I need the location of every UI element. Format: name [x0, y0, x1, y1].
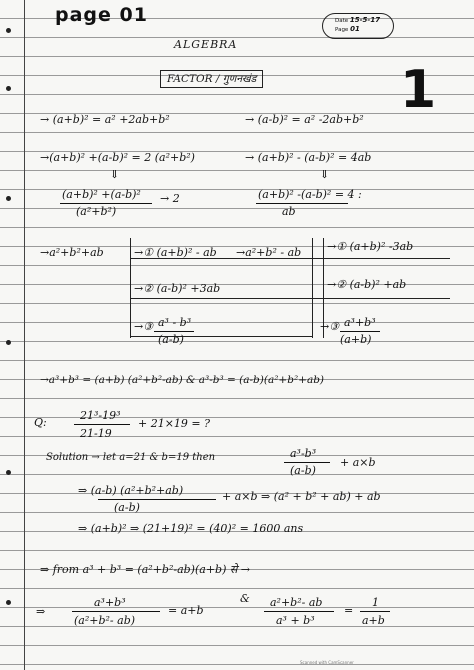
fraction-bar — [360, 611, 390, 612]
fraction-bar — [340, 331, 380, 332]
table-mid-label: →a²+b² - ab — [236, 246, 302, 259]
table-row-1: →① (a+b)² - ab — [134, 246, 217, 259]
question-numerator: 21³-19³ — [80, 409, 121, 422]
table-divider — [130, 238, 131, 338]
question-tail: + 21×19 = ? — [138, 417, 211, 430]
fraction-1-denominator: (a²+b²- ab) — [74, 614, 136, 627]
date-label: Date — [335, 18, 349, 24]
page-title: ALGEBRA — [174, 38, 238, 51]
identity-sum-of-squares: →(a+b)² +(a-b)² = 2 (a²+b²) — [40, 151, 195, 164]
table-right-row-3-numerator: a³+b³ — [344, 316, 376, 329]
question-denominator: 21-19 — [80, 427, 112, 440]
fraction-1-result: = a+b — [168, 604, 204, 617]
solution-line-1-tail: + a×b — [340, 456, 376, 469]
table-right-row-2: →② (a-b)² +ab — [327, 278, 407, 291]
ratio-left-result: → 2 — [160, 192, 180, 205]
ratio-right-numerator: (a+b)² -(a-b)² = 4 : — [258, 188, 362, 201]
table-row-3-numerator: a³ - b³ — [158, 316, 192, 329]
ratio-left-numerator: (a+b)² +(a-b)² — [62, 188, 141, 201]
table-rule — [130, 298, 450, 299]
page-value: 01 — [350, 25, 360, 33]
ratio-right-denominator: ab — [282, 205, 296, 218]
date-value: 15-5-17 — [349, 16, 381, 24]
fraction-2-numerator: a²+b²- ab — [270, 596, 323, 609]
identity-square-sum: → (a+b)² = a² +2ab+b² — [40, 113, 170, 126]
fraction-3-denominator: a+b — [362, 614, 385, 627]
solution-line-2-numerator: ⇒ (a-b) (a²+b²+ab) — [78, 484, 184, 497]
table-right-row-3-denominator: (a+b) — [340, 333, 372, 346]
cube-identities: →a³+b³ = (a+b) (a²+b²-ab) & a³-b³ = (a-b)(a²+b²+ab) — [40, 374, 325, 386]
fraction-2-equals: = — [344, 604, 354, 617]
question-label: Q: — [34, 416, 47, 429]
fraction-3-numerator: 1 — [372, 596, 379, 609]
fraction-bar — [60, 203, 152, 204]
ratio-left-denominator: (a²+b²) — [76, 205, 117, 218]
fraction-bar — [154, 331, 194, 332]
table-divider — [312, 238, 313, 338]
fraction-bar — [72, 611, 160, 612]
chapter-number: 1 — [400, 60, 437, 120]
solution-line-2-tail: + a×b ⇒ (a² + b² + ab) + ab — [222, 490, 381, 503]
down-arrow: ⇓ — [320, 168, 330, 181]
page-header: page 01 — [55, 4, 148, 26]
table-row-3-denominator: (a-b) — [158, 333, 184, 346]
fraction-bar — [256, 203, 348, 204]
identity-square-diff: → (a-b)² = a² -2ab+b² — [245, 113, 364, 126]
solution-line-1: Solution → let a=21 & b=19 then — [46, 452, 216, 463]
binder-hole — [6, 470, 11, 475]
solution-line-2-denominator: (a-b) — [114, 501, 140, 514]
from-arrow: ⇒ — [36, 605, 46, 618]
date-box — [322, 13, 394, 39]
binder-hole — [6, 340, 11, 345]
fraction-bar — [74, 424, 130, 425]
identity-diff-of-squares: → (a+b)² - (a-b)² = 4ab — [245, 151, 372, 164]
section-heading: FACTOR / गुणनखंड — [160, 70, 263, 88]
binder-hole — [6, 28, 11, 33]
solution-line-1-numerator: a³-b³ — [290, 447, 317, 460]
binder-hole — [6, 196, 11, 201]
fraction-bar — [284, 462, 330, 463]
conjunction: & — [240, 592, 250, 605]
fraction-2-denominator: a³ + b³ — [276, 614, 315, 627]
table-right-row-1: →① (a+b)² -3ab — [327, 240, 414, 253]
fraction-1-numerator: a³+b³ — [94, 596, 126, 609]
table-right-row-3-prefix: →③ — [320, 320, 340, 333]
binder-hole — [6, 600, 11, 605]
from-line: ⇒ from a³ + b³ = (a²+b²-ab)(a+b) से → — [40, 563, 251, 576]
fraction-bar — [264, 611, 334, 612]
solution-line-1-denominator: (a-b) — [290, 464, 316, 477]
scanner-footnote: Scanned with CamScanner — [300, 660, 354, 665]
table-row-2: →② (a-b)² +3ab — [134, 282, 221, 295]
fraction-bar — [98, 499, 216, 500]
margin-line — [24, 0, 25, 670]
solution-line-3: ⇒ (a+b)² ⇒ (21+19)² = (40)² = 1600 ans — [78, 522, 304, 535]
table-left-label: →a²+b²+ab — [40, 246, 104, 259]
page-label: Page — [335, 27, 349, 33]
binder-hole — [6, 86, 11, 91]
table-row-3-prefix: →③ — [134, 320, 154, 333]
down-arrow: ⇓ — [110, 168, 120, 181]
